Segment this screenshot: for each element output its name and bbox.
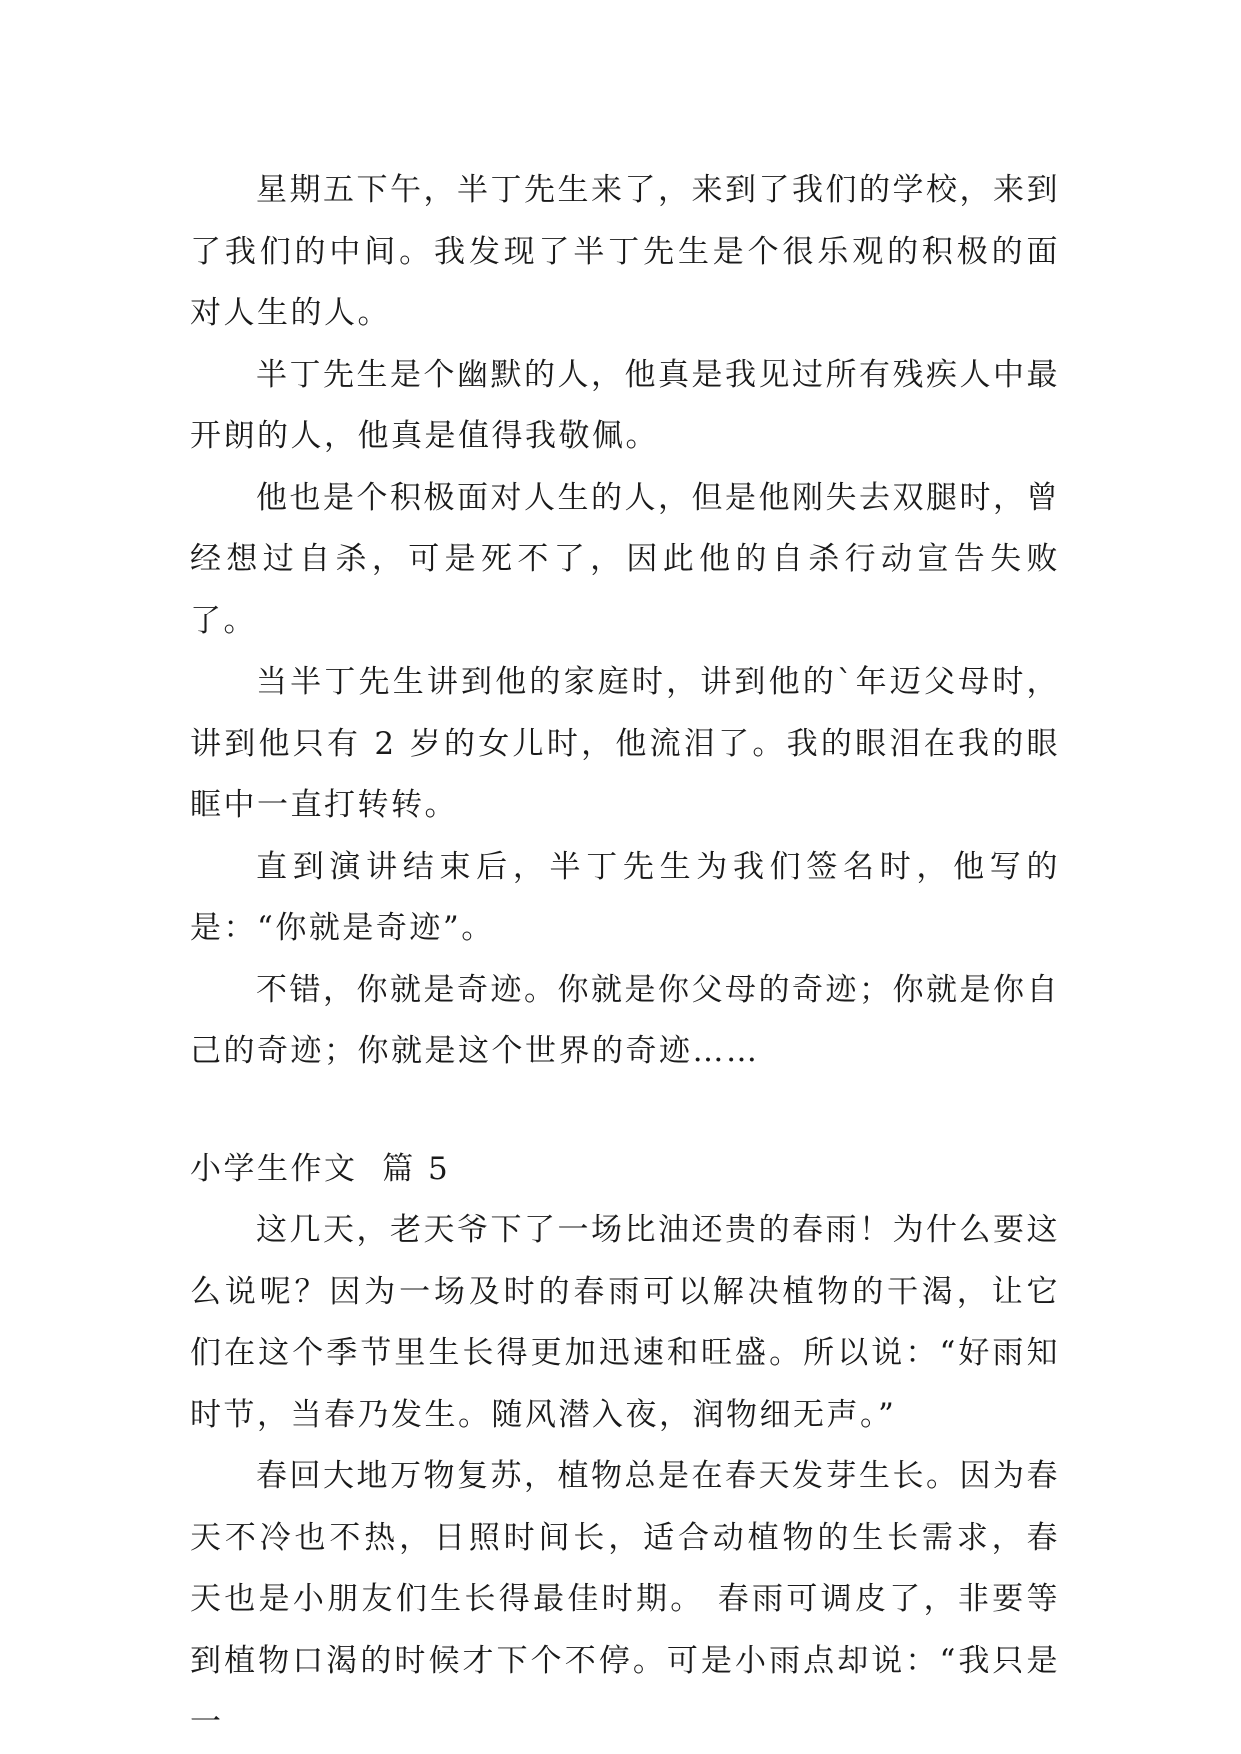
paragraph: 不错，你就是奇迹。你就是你父母的奇迹；你就是你自己的奇迹；你就是这个世界的奇迹…… — [190, 971, 1060, 1069]
document-body — [190, 160, 1060, 1754]
paragraph: 直到演讲结束后，半丁先生为我们签名时，他写的是：“你就是奇迹”。 — [190, 848, 1060, 946]
paragraph: 他也是个积极面对人生的人，但是他刚失去双腿时，曾经想过自杀，可是死不了，因此他的自杀行动宣告失败了。 — [190, 479, 1060, 639]
paragraph: 这几天，老天爷下了一场比油还贵的春雨！为什么要这么说呢？因为一场及时的春雨可以解决植物的干渴，让它们在这个季节里生长得更加迅速和旺盛。所以说：“好雨知时节，当春乃发生。随风潜入夜，润物细无声。” — [190, 1212, 1060, 1433]
paragraph: 星期五下午，半丁先生来了，来到了我们的学校，来到了我们的中间。我发现了半丁先生是个很乐观的积极的面对人生的人。 — [190, 172, 1060, 331]
section-heading: 小学生作文 篇 5 — [190, 1150, 451, 1187]
paragraph: 当半丁先生讲到他的家庭时，讲到他的`年迈父母时，讲到他只有 2 岁的女儿时，他流泪了。我的眼泪在我的眼眶中一直打转转。 — [190, 664, 1060, 823]
paragraph: 春回大地万物复苏，植物总是在春天发芽生长。因为春天不冷也不热，日照时间长，适合动植物的生长需求，春天也是小朋友们生长得最佳时期。 春雨可调皮了，非要等到植物口渴的时候才下个不停。可是小雨点却说：“我只是一 — [190, 1458, 1060, 1740]
paragraph: 半丁先生是个幽默的人，他真是我见过所有残疾人中最开朗的人，他真是值得我敬佩。 — [190, 356, 1060, 454]
